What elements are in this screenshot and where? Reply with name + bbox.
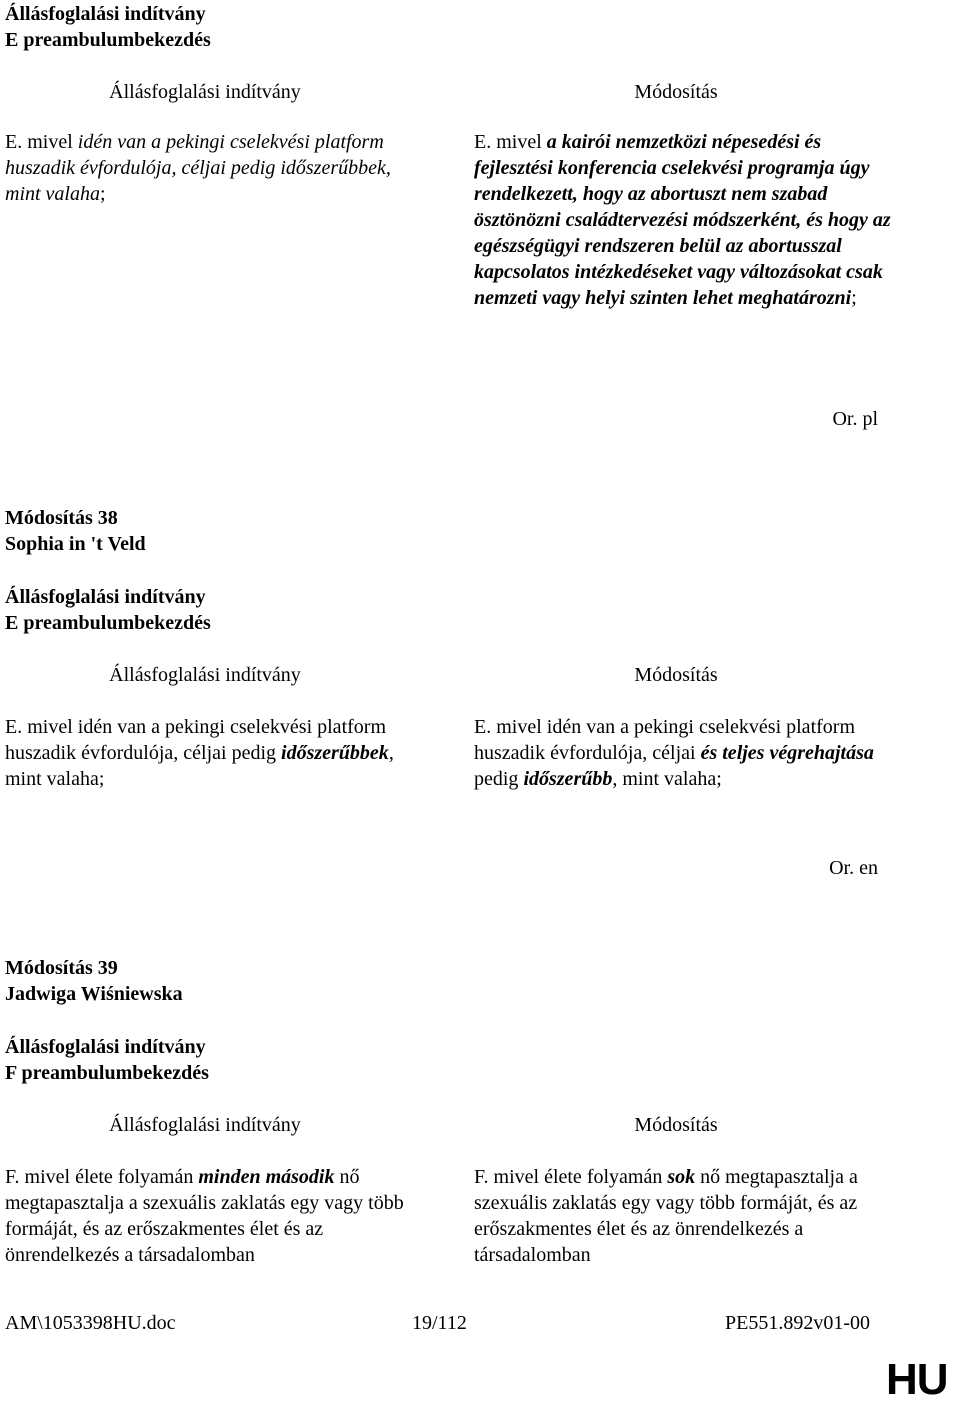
text-segment: E. mivel [5, 131, 78, 153]
block3-amendment-number: Módosítás 39 [5, 957, 118, 979]
block2-left-text [5, 714, 415, 792]
block2-right-column-title: Módosítás [634, 664, 718, 686]
block3-author: Jadwiga Wiśniewska [5, 983, 183, 1005]
block3-right-text [474, 1164, 894, 1268]
block1-left-column-title: Állásfoglalási indítvány [109, 81, 301, 103]
text-segment: a kairói nemzetközi népesedési és fejlesztési konferencia cselekvési programja úgy rendelkezett, hogy az abortuszt nem szabad ösztönözni családtervezési módszerként, és hogy az egészségügyi rendszeren belül az abortusszal kapcsolatos intézkedéseket vagy változásokat csak nemzeti vagy helyi szinten lehet meghatározni [474, 131, 891, 309]
text-segment: F. mivel élete folyamán [5, 1166, 199, 1188]
text-segment: időszerűbb [523, 768, 613, 790]
text-segment: időszerűbbek [281, 742, 389, 764]
block2-author: Sophia in 't Veld [5, 533, 146, 555]
text-segment: ; [100, 183, 106, 205]
block2-left-column-title: Állásfoglalási indítvány [109, 664, 301, 686]
block3-left-column-title: Állásfoglalási indítvány [109, 1114, 301, 1136]
block1-original-language: Or. pl [832, 408, 878, 430]
block2-amendment-number: Módosítás 38 [5, 507, 118, 529]
text-segment: és teljes végrehajtása [700, 742, 874, 764]
text-segment: sok [667, 1166, 696, 1188]
text-segment: E. mivel idén van a pekingi cselekvési platform huszadik évfordulója, céljai pedig [5, 716, 386, 764]
block3-heading-line1: Állásfoglalási indítvány [5, 1036, 206, 1058]
text-segment: nő megtapasztalja a szexuális zaklatás egy vagy több formáját, és az erőszakmentes élet és az önrendelkezés a társadalomban [5, 1166, 404, 1266]
block1-left-text [5, 129, 415, 207]
block1-heading-line1: Állásfoglalási indítvány [5, 3, 206, 25]
block3-heading-line2: F preambulumbekezdés [5, 1062, 209, 1084]
text-segment: minden második [198, 1166, 335, 1188]
block1-right-column-title: Módosítás [634, 81, 718, 103]
text-segment: ; [851, 287, 857, 309]
block2-heading-line1: Állásfoglalási indítvány [5, 586, 206, 608]
block1-heading-line2: E preambulumbekezdés [5, 29, 211, 51]
text-segment: pedig [474, 768, 524, 790]
footer-language-code: HU [886, 1355, 948, 1404]
text-segment: idén van a pekingi cselekvési platform huszadik évfordulója, céljai pedig időszerűbbek, mint valaha [5, 131, 391, 205]
footer-doc-reference: AM\1053398HU.doc [5, 1312, 176, 1334]
footer-pe-reference: PE551.892v01-00 [725, 1312, 870, 1334]
text-segment: E. mivel [474, 131, 547, 153]
text-segment: nő megtapasztalja a szexuális zaklatás egy vagy több formáját, és az erőszakmentes élet és az önrendelkezés a társadalomban [474, 1166, 858, 1266]
block2-right-text [474, 714, 894, 792]
block2-original-language: Or. en [829, 857, 878, 879]
block2-heading-line2: E preambulumbekezdés [5, 612, 211, 634]
text-segment: E. mivel idén van a pekingi cselekvési platform huszadik évfordulója, céljai [474, 716, 855, 764]
block3-left-text [5, 1164, 415, 1268]
text-segment: , mint valaha; [5, 742, 394, 790]
text-segment: , mint valaha; [612, 768, 722, 790]
block3-right-column-title: Módosítás [634, 1114, 718, 1136]
footer-page-number: 19/112 [412, 1312, 467, 1334]
block1-right-text [474, 129, 894, 311]
text-segment: F. mivel élete folyamán [474, 1166, 668, 1188]
